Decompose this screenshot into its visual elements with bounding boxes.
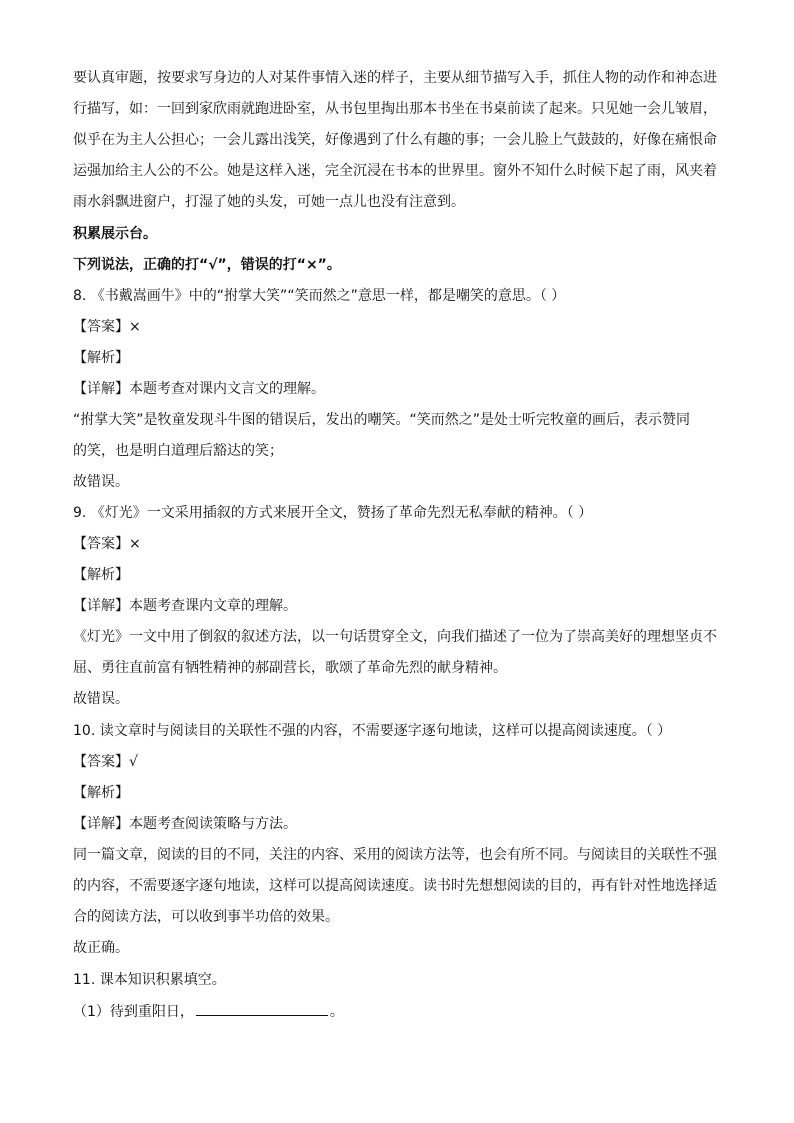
question-text: 9. 《灯光》一文采用插叙的方式来展开全文，赞扬了革命先烈无私奉献的精神。（ ） [73, 505, 593, 521]
explanation-line: “拊掌大笑”是牧童发现斗牛图的错误后，发出的嘲笑。“笑而然之”是处士听完牧童的画后，表示赞同 [73, 412, 691, 428]
fill-in-blank[interactable] [196, 1001, 328, 1016]
section-title: 积累展示台。 [73, 226, 157, 242]
detail-label: 【详解】本题考查阅读策略与方法。 [73, 816, 297, 832]
explanation-line: 的笑，也是明白道理后豁达的笑； [73, 443, 283, 459]
explanation-line: 同一篇文章，阅读的目的不同，关注的内容、采用的阅读方法等，也会有所不同。与阅读目的关联性不强 [73, 847, 717, 863]
intro-line: 行描写，如：一回到家欣雨就跑进卧室，从书包里掏出那本书坐在书桌前读了起来。只见她一会儿皱眉， [73, 101, 717, 117]
detail-label: 【详解】本题考查对课内文言文的理解。 [73, 381, 325, 397]
conclusion: 故错误。 [73, 691, 129, 707]
analysis-label: 【解析】 [73, 567, 129, 583]
analysis-label: 【解析】 [73, 785, 129, 801]
explanation-line: 屈、勇往直前富有牺牲精神的郝副营长，歌颂了革命先烈的献身精神。 [73, 660, 507, 676]
analysis-label: 【解析】 [73, 350, 129, 366]
answer-label: 【答案】× [73, 536, 141, 552]
detail-label: 【详解】本题考查课内文章的理解。 [73, 598, 297, 614]
intro-line: 似乎在为主人公担心；一会儿露出浅笑，好像遇到了什么有趣的事；一会儿脸上气鼓鼓的，好像在痛恨命 [73, 132, 717, 148]
intro-line: 雨水斜飘进窗户，打湿了她的头发，可她一点儿也没有注意到。 [73, 194, 465, 210]
answer-label: 【答案】× [73, 319, 141, 335]
intro-line: 要认真审题，按要求写身边的人对某件事情入迷的样子，主要从细节描写入手，抓住人物的动作和神态进 [73, 70, 717, 86]
fill-in-suffix: 。 [329, 1004, 344, 1020]
fill-in-item [73, 1001, 344, 1022]
section-instruction: 下列说法，正确的打“√”，错误的打“×”。 [73, 257, 341, 273]
explanation-line: 合的阅读方法，可以收到事半功倍的效果。 [73, 909, 339, 925]
explanation-line: 的内容，不需要逐字逐句地读，这样可以提高阅读速度。读书时先想想阅读的目的，再有针对性地选择适 [73, 878, 717, 894]
conclusion: 故错误。 [73, 474, 129, 490]
question-text: 10. 读文章时与阅读目的关联性不强的内容，不需要逐字逐句地读，这样可以提高阅读速度。（ ） [73, 723, 672, 739]
intro-line: 运强加给主人公的不公。她是这样入迷，完全沉浸在书本的世界里。窗外不知什么时候下起了雨，风夹着 [73, 163, 717, 179]
question-text: 11. 课本知识积累填空。 [73, 972, 226, 988]
explanation-line: 《灯光》一文中用了倒叙的叙述方法，以一句话贯穿全文，向我们描述了一位为了崇高美好的理想坚贞不 [73, 629, 717, 645]
conclusion: 故正确。 [73, 940, 129, 956]
fill-in-prefix: （1）待到重阳日， [73, 1004, 194, 1020]
answer-label: 【答案】√ [73, 754, 138, 770]
question-text: 8. 《书戴嵩画牛》中的“拊掌大笑”“笑而然之”意思一样，都是嘲笑的意思。（ ） [73, 288, 566, 304]
